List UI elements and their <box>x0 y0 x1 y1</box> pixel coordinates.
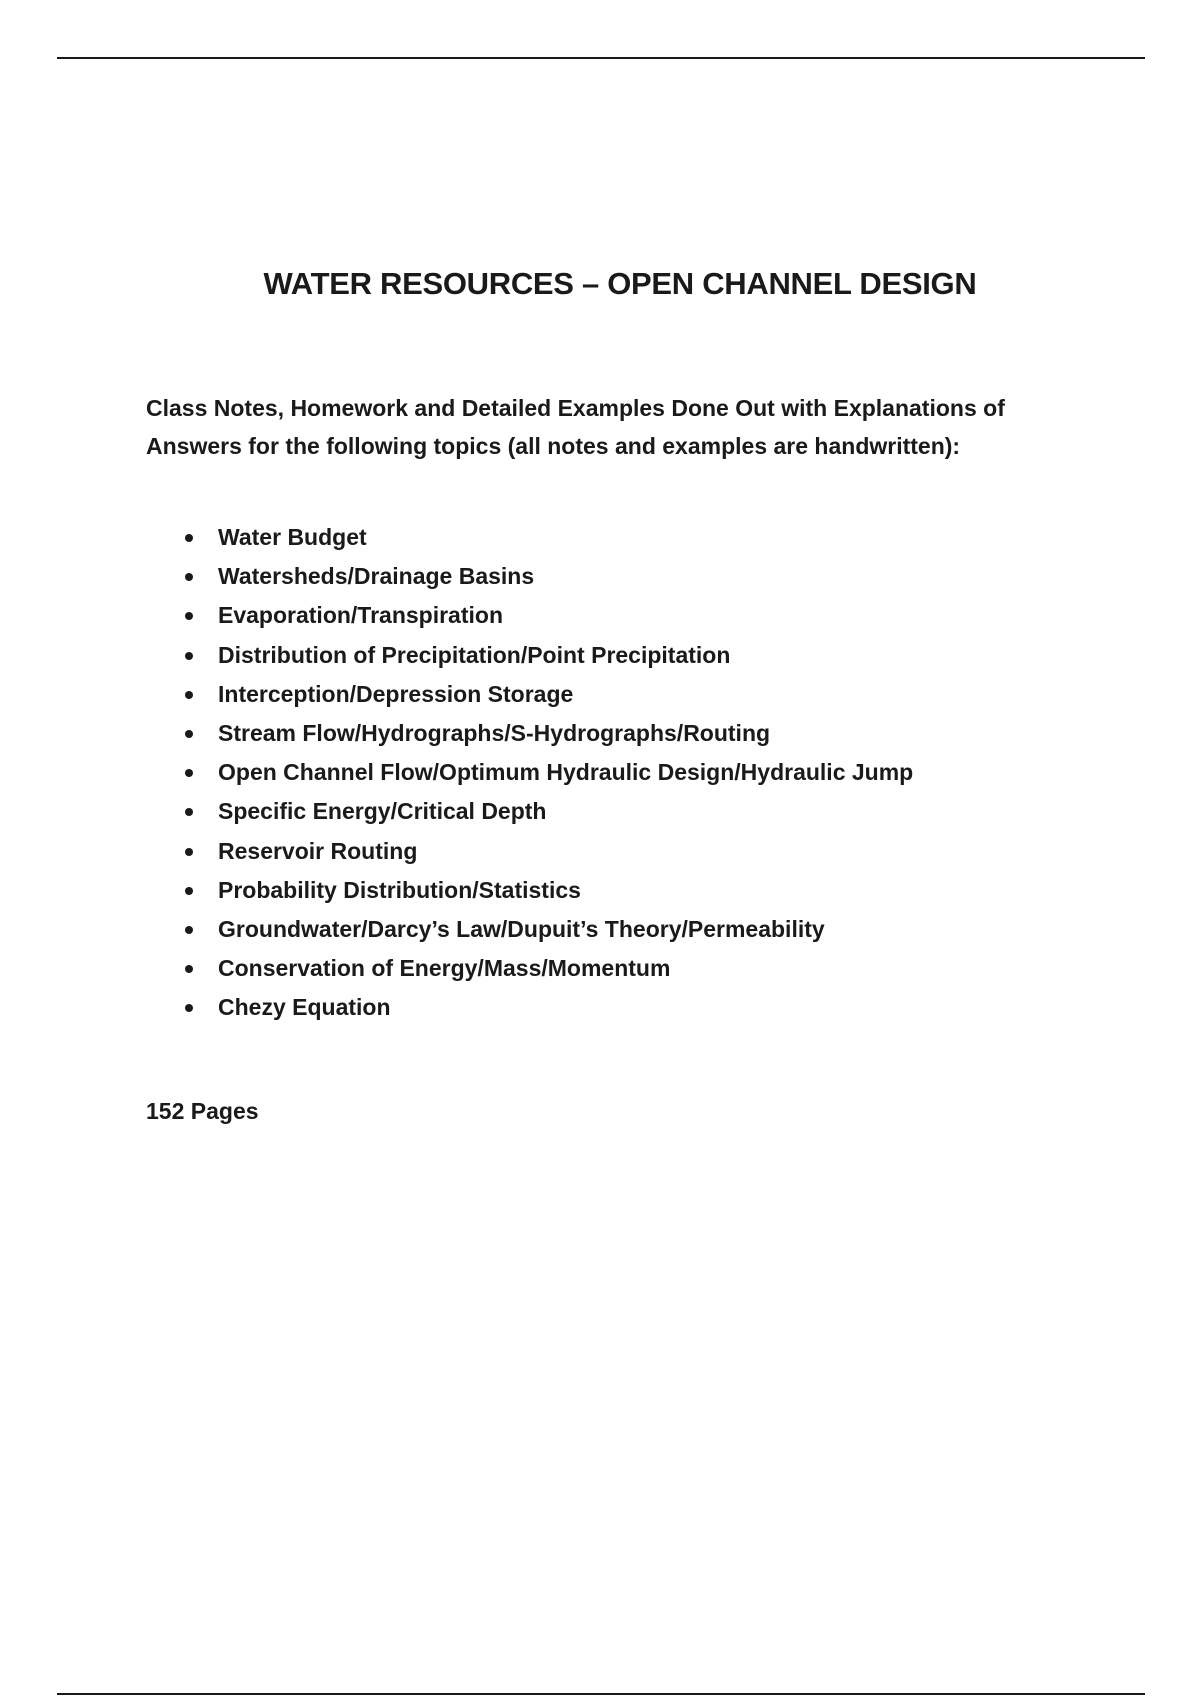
list-item <box>146 988 913 1027</box>
bullet-icon <box>185 769 193 777</box>
document-title: WATER RESOURCES – OPEN CHANNEL DESIGN <box>263 266 977 301</box>
topic-label: Watersheds/Drainage Basins <box>218 563 535 590</box>
topic-label: Stream Flow/Hydrographs/S-Hydrographs/Routing <box>218 719 771 746</box>
topic-label: Specific Energy/Critical Depth <box>218 798 547 825</box>
list-item <box>146 636 913 675</box>
topic-label: Reservoir Routing <box>218 837 418 864</box>
bullet-icon <box>185 612 193 620</box>
list-item <box>146 792 913 831</box>
topic-label: Groundwater/Darcy’s Law/Dupuit’s Theory/Permeability <box>218 915 825 942</box>
list-item <box>146 596 913 635</box>
list-item <box>146 557 913 596</box>
topic-label: Evaporation/Transpiration <box>218 602 503 629</box>
list-item <box>146 714 913 753</box>
list-item <box>146 753 913 792</box>
bullet-icon <box>185 848 193 856</box>
topic-list <box>146 518 913 1027</box>
bullet-icon <box>185 691 193 699</box>
bullet-icon <box>185 808 193 816</box>
topic-label: Water Budget <box>218 524 367 550</box>
bullet-icon <box>185 887 193 895</box>
list-item <box>146 832 913 871</box>
list-item <box>146 949 913 988</box>
list-item <box>146 910 913 949</box>
page-count: 152 Pages <box>146 1098 259 1124</box>
topic-label: Chezy Equation <box>218 994 391 1021</box>
topic-label: Open Channel Flow/Optimum Hydraulic Design/Hydraulic Jump <box>218 759 914 786</box>
list-item <box>146 675 913 714</box>
topic-label: Conservation of Energy/Mass/Momentum <box>218 955 671 982</box>
top-divider <box>57 57 1145 59</box>
topic-label: Distribution of Precipitation/Point Precipitation <box>218 641 731 668</box>
list-item <box>146 518 913 557</box>
list-item <box>146 871 913 910</box>
bullet-icon <box>185 730 193 738</box>
topic-label: Probability Distribution/Statistics <box>218 876 581 903</box>
bullet-icon <box>185 926 193 934</box>
bullet-icon <box>185 965 193 973</box>
bullet-icon <box>185 652 193 660</box>
bullet-icon <box>185 573 193 581</box>
bottom-divider <box>57 1693 1145 1695</box>
intro-paragraph: Class Notes, Homework and Detailed Examples Done Out with Explanations of Answers for the following topics (all notes and examples are handwritten): <box>146 395 1005 459</box>
topic-label: Interception/Depression Storage <box>218 680 574 707</box>
bullet-icon <box>185 534 193 542</box>
bullet-icon <box>185 1004 193 1012</box>
